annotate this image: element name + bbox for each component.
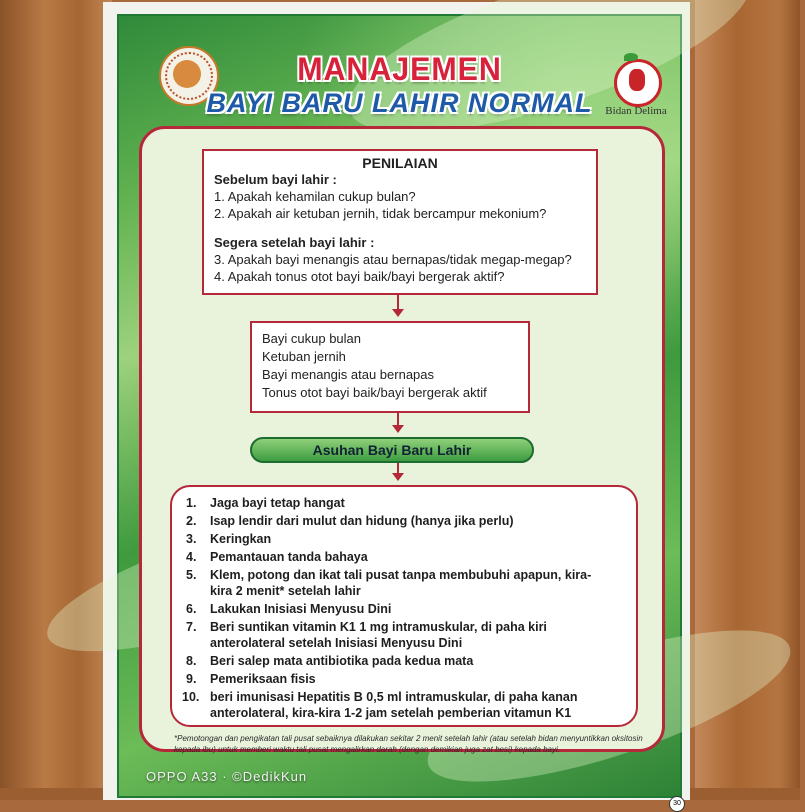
assessment-item: 4. Apakah tonus otot bayi baik/bayi bergerak aktif? bbox=[214, 269, 505, 284]
logo-right-text: Bidan Delima bbox=[605, 105, 667, 117]
poster-frame bbox=[117, 14, 682, 807]
summary-line: Tonus otot bayi baik/bayi bergerak aktif bbox=[262, 385, 487, 400]
assessment-heading: PENILAIAN bbox=[362, 155, 438, 171]
before-birth-label: Sebelum bayi lahir : bbox=[214, 172, 337, 187]
poster-title-line1: MANAJEMEN bbox=[297, 51, 502, 87]
assessment-item: 2. Apakah air ketuban jernih, tidak bercampur mekonium? bbox=[214, 206, 547, 221]
flow-arrowhead bbox=[392, 425, 404, 433]
summary-line: Bayi menangis atau bernapas bbox=[262, 367, 435, 382]
newborn-care-label: Asuhan Bayi Baru Lahir bbox=[250, 437, 534, 463]
poster-title-line2: BAYI BARU LAHIR NORMAL bbox=[206, 88, 593, 118]
page-number: 30 bbox=[669, 796, 685, 812]
footnote: *Pemotongan dan pengikatan tali pusat sebaiknya dilakukan sekitar 2 menit setelah lahir (atau setelah bidan menyuntikkan oksitosin kepada ibu) untuk memberi waktu tali pusat mengalirkan darah (dengan demikian juga zat besi) kepada bayi. bbox=[174, 734, 643, 754]
assessment-item: 3. Apakah bayi menangis atau bernapas/tidak megap-megap? bbox=[214, 252, 572, 267]
bidan-delima-logo bbox=[597, 51, 675, 129]
flowchart-panel bbox=[139, 126, 665, 752]
poster bbox=[103, 2, 690, 807]
assessment-item: 1. Apakah kehamilan cukup bulan? bbox=[214, 189, 416, 204]
assessment-box bbox=[202, 149, 598, 295]
summary-line: Bayi cukup bulan bbox=[262, 331, 362, 346]
after-birth-label: Segera setelah bayi lahir : bbox=[214, 235, 375, 250]
flow-arrowhead bbox=[392, 309, 404, 317]
care-steps-box: 1. Jaga bayi tetap hangat 2. Isap lendir dari mulut dan hidung (hanya jika perlu) 3. Keringkan 4. Pemantauan tanda bahaya 5. Klem, potong dan ikat tali pusat tanpa membubuhi apapun, kira- kira 2 menit* setelah lahir 6. Lakukan Inisiasi Menyusu Dini 7. Beri suntikan vitamin K1 1 mg intramuskular, di paha kiri anterolateral setelah Inisiasi Menyusu Dini 8. Beri salep mata antibiotika pada kedua mata 9. Pemeriksaan fisis 10. beri imunisasi Hepatitis B 0,5 ml intramuskular, di paha kanan anterolateral, kira-kira 1-2 jam setelah pemberian vitamun K1 bbox=[170, 485, 638, 727]
summary-box bbox=[250, 321, 530, 413]
wood-background-left bbox=[0, 0, 112, 800]
flow-arrowhead bbox=[392, 473, 404, 481]
camera-watermark: OPPO A33 · ©DedikKun bbox=[146, 769, 308, 784]
summary-line: Ketuban jernih bbox=[262, 349, 346, 364]
